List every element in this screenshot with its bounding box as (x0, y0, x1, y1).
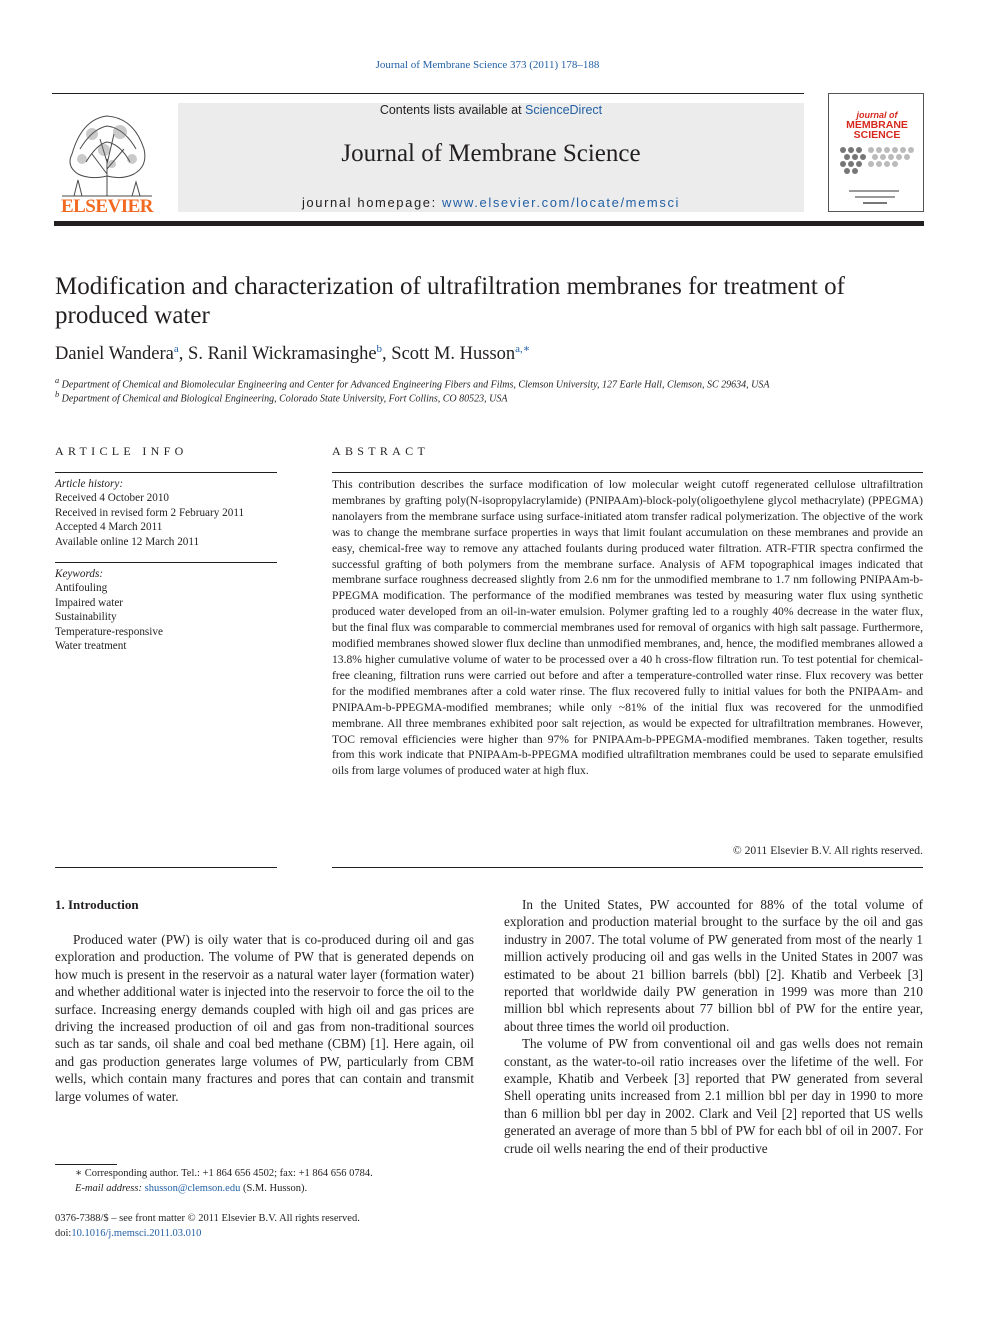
corresponding-author: ∗ Corresponding author. Tel.: +1 864 656 4502; fax: +1 864 656 0784. (75, 1168, 373, 1179)
keyword: Sustainability (55, 611, 117, 624)
abstract-rule (332, 472, 923, 473)
author-separator: , (178, 344, 189, 364)
doi-link[interactable]: 10.1016/j.memsci.2011.03.010 (71, 1228, 202, 1239)
author-name[interactable]: S. Ranil Wickramasinghe (188, 344, 377, 364)
history-item: Available online 12 March 2011 (55, 535, 200, 548)
corresponding-author-footnote (55, 1167, 474, 1196)
history-item: Received in revised form 2 February 2011 (55, 506, 245, 519)
body-paragraph: In the United States, PW accounted for 88% of the total volume of exploration and production material brought to the surface by the oil and gas industry in 2007. The total volume of PW generated from most of the nearly 1 million actively producing oil and gas wells in the United States in 2007 was estimated to be about 21 billion barrels (bbl) [2]. Khatib and Verbeek [3] reported that worldwide daily PW generation in 1999 was more than 210 million bbl which represents about 77 billion bbl of PW for the entire year, about three times the world oil production. (504, 897, 923, 1034)
footnote-rule (55, 1164, 117, 1165)
keyword: Temperature-responsive (55, 625, 163, 638)
affiliation-text: Department of Chemical and Biological Engineering, Colorado State University, Fort Collins, CO 80523, USA (61, 393, 508, 405)
keywords-label: Keywords: (55, 568, 104, 580)
keyword: Antifouling (55, 582, 108, 595)
doi-line (55, 1226, 474, 1241)
cover-text-line (863, 202, 887, 204)
homepage-link[interactable]: www.elsevier.com/locate/memsci (442, 195, 681, 210)
article-info-rule (55, 867, 277, 868)
cover-title (833, 110, 921, 140)
author-affiliation-marker[interactable]: b (376, 343, 383, 355)
article-info-rule (55, 472, 277, 473)
abstract-heading: ABSTRACT (332, 444, 430, 458)
sciencedirect-link[interactable]: ScienceDirect (525, 103, 603, 117)
journal-title: Journal of Membrane Science (341, 140, 641, 167)
abstract-rule (332, 867, 923, 868)
contents-available-line (178, 103, 804, 117)
keyword: Impaired water (55, 596, 124, 609)
body-paragraph: The volume of PW from conventional oil and gas wells does not remain constant, as the water-to-oil ratio increases over the lifetime of the well. For example, Khatib and Verbeek [3] reported that PW generated from several Shell operating units increased from 2.1 million bbl per day in 1990 to more than 6 million bbl per day in 2002. Clark and Veil [2] reported that US wells generated an average of more than 5 bbl of PW for each bbl of oil in 2007. For crude oil wells nearing the end of their productive (504, 1036, 923, 1156)
email-line (55, 1182, 474, 1197)
issn-doi-block (55, 1211, 474, 1241)
homepage-label: journal homepage: (301, 195, 443, 210)
cover-title-line1: MEMBRANE (846, 119, 908, 131)
author-name[interactable]: Daniel Wandera (55, 344, 174, 364)
cover-molecule-graphic-icon (835, 142, 919, 178)
article-history (55, 477, 277, 549)
journal-homepage (178, 195, 804, 210)
cover-title-line2: SCIENCE (853, 129, 901, 141)
history-label: Article history: (55, 478, 124, 490)
affiliation-a (55, 376, 925, 390)
introduction-heading: 1. Introduction (55, 897, 139, 912)
contents-prefix: Contents lists available at (379, 103, 526, 117)
article-title-line1: Modification and characterization of ultrafiltration membranes for treatment of (55, 273, 845, 300)
body-column-right (504, 896, 923, 1157)
article-info-heading: ARTICLE INFO (55, 444, 188, 458)
cover-text-line (849, 190, 899, 192)
author-separator: , (382, 344, 392, 364)
abstract-copyright: © 2011 Elsevier B.V. All rights reserved. (732, 844, 923, 857)
affiliation-b (55, 390, 925, 404)
cover-prefix: journal of (856, 110, 898, 120)
body-column-left (55, 931, 474, 1105)
abstract-text: This contribution describes the surface modification of low molecular weight cutoff regenerated cellulose ultrafiltration membranes by grafting poly(N-isopropylacrylamide) (PNIPAAm)-block-poly(oligoethylene glycol methacrylate) (PPEGMA) nanolayers from the membrane surface using surface-initiated atom transfer radical polymerization. The objective of the work was to change the membrane surface properties in ways that limit foulant accumulation on these membranes and provide an easy, chemical-free way to remove any attached foulants during produced water filtration. ATR-FTIR spectra confirmed the successful grafting of both polymers from the membrane surface. Analysis of AFM topographical images indicated that membrane surface roughness decreased slightly from 2.6 nm for the unmodified membrane to 1.7 nm following PNIPAAm-b-PPEGMA modification. The performance of the modified membranes was tested by measuring water flux using synthetic produced water developed from an oil-in-water emulsion. Polymer grafting led to a roughly 40% decrease in the water flux, but the final flux was comparable to commercial membranes used for removal of organics with high salt passage. Furthermore, modified membranes showed slower flux decline than unmodified membranes, and, hence, the modified membranes allowed a 13.8% higher cumulative volume of water to be processed over a 40 h cross-flow filtration run. To test potential for chemical-free cleaning, filtration runs were carried out before and after a temperature-controlled water rinse. Flux recovery was better for the modified membranes after a cold water rinse. The flux recovered fully to initial values for both the PNIPAAm- and PNIPAAm-b-PPEGMA-modified membranes; while only ~81% of the initial flux was recovered for the unmodified membrane. All three membranes exhibited poor salt rejection, as would be expected for ultrafiltration membranes. However, TOC removal efficiencies were higher than 97% for PNIPAAm-b-PPEGMA-modified membranes. Taken together, results from this work indicate that PNIPAAm-b-PPEGMA modified ultrafiltration membranes could be used to separate emulsified oils from large volumes of produced water at high flux. (332, 478, 923, 778)
header-top-rule (52, 93, 804, 94)
journal-cover-thumbnail[interactable] (828, 93, 924, 212)
affiliation-marker: b (55, 390, 60, 399)
keywords (55, 567, 277, 653)
article-title-line2: produced water (55, 302, 210, 329)
author-affiliation-marker[interactable]: a,∗ (515, 343, 531, 355)
affiliation-marker: a (55, 376, 60, 385)
author-affiliation-marker[interactable]: a (173, 343, 179, 355)
email-suffix: (S.M. Husson). (240, 1182, 308, 1194)
article-title (55, 272, 925, 330)
article-info-rule (55, 562, 277, 563)
author-name[interactable]: Scott M. Husson (391, 344, 516, 364)
header-thick-rule (54, 221, 924, 226)
keyword: Water treatment (55, 640, 127, 653)
email-link[interactable]: shusson@clemson.edu (144, 1182, 241, 1194)
history-item: Received 4 October 2010 (55, 492, 170, 505)
body-paragraph: Produced water (PW) is oily water that is co-produced during oil and gas exploration and production. The volume of PW that is generated depends on how much is present in the reservoir as a natural water layer (formation water) and whether additional water is injected into the reservoir to force the oil to the surface. Increasing energy demands coupled with high oil and gas prices are driving the increased production of oil and gas from non-traditional sources such as tar sands, oil shale and coal bed methane (CBM) [1]. Here again, oil and gas production generates large volumes of PW, particularly from CBM wells, which contain many fractures and pores that can contain and transmit large volumes of water. (55, 932, 474, 1104)
elsevier-wordmark: ELSEVIER (60, 196, 154, 217)
history-item: Accepted 4 March 2011 (55, 521, 163, 534)
affiliation-text: Department of Chemical and Biomolecular Engineering and Center for Advanced Engineering Fibers and Films, Clemson University, 127 Earle Hall, Clemson, SC 29634, USA (61, 379, 770, 391)
issn-line: 0376-7388/$ – see front matter © 2011 Elsevier B.V. All rights reserved. (55, 1213, 360, 1224)
email-label: E-mail address: (75, 1182, 145, 1194)
journal-citation[interactable]: Journal of Membrane Science 373 (2011) 178–188 (375, 59, 600, 71)
cover-text-line (855, 196, 895, 198)
doi-label: doi: (55, 1228, 72, 1239)
author-list (55, 342, 925, 365)
